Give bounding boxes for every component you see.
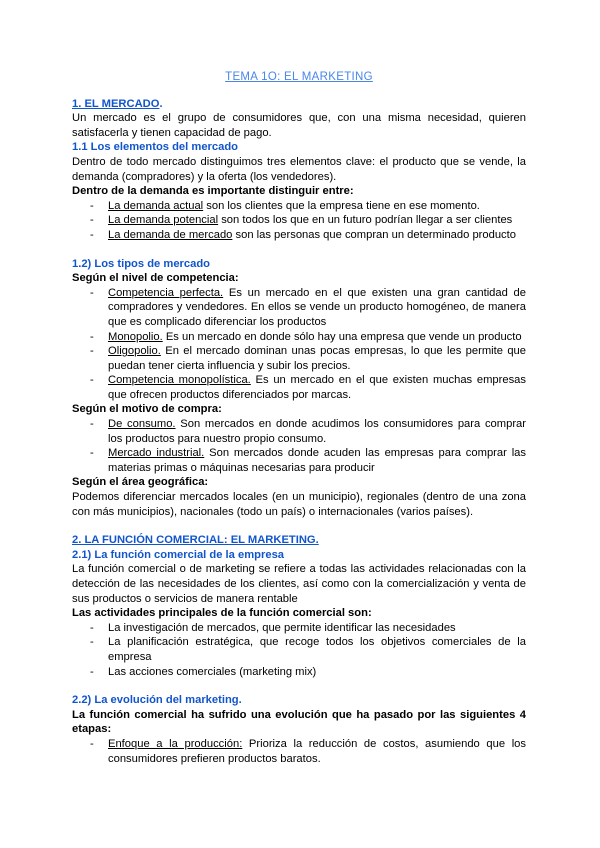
market-elements-text: Dentro de todo mercado distinguimos tres elementos clave: el producto que se vende, la demanda (compradores) y la oferta (los vendedores). [72,155,526,183]
section-1-heading [72,97,526,112]
document-page [72,70,526,766]
list-item-text: Es un mercado en donde sólo hay una empresa que vende un producto [162,330,522,343]
list-item: - La demanda de mercado son las personas que compran un determinado producto [90,228,516,241]
geo-heading: Según el área geográfica: [72,476,209,489]
list-item-term: La demanda de mercado [108,228,233,241]
list-item-text: En el mercado dominan unas pocas empresas, lo que les permite que puedan tener cierta influencia y subir los precios. [108,345,526,372]
list-item-text: Prioriza la reducción de costos, asumiendo que los consumidores prefieren productos baratos. [108,737,526,765]
list-item-text: Es un mercado en el que existen muchas empresas que ofrecen productos diferenciados por marcas. [108,374,526,401]
list-item-text: son todos los que en un futuro podrían llegar a ser clientes [218,214,513,227]
section-2-heading [72,533,526,548]
subsection-1-2-heading: 1.2) Los tipos de mercado [72,257,211,270]
section-2-heading-text: 2. LA FUNCIÓN COMERCIAL: EL MARKETING. [72,534,319,547]
list-item: - La planificación estratégica, que recoge todos los objetivos comerciales de la empresa [90,636,526,663]
demand-list [72,199,526,243]
commercial-function-text: La función comercial o de marketing se refiere a todas las actividades relacionadas con la detección de las necesidades de los clientes, así como con la comercialización y venta de sus productos o servicios de manera rentable [72,563,526,605]
list-item: - De consumo. Son mercados en donde acudimos los consumidores para comprar los productos para nuestro propio consumo. [90,418,526,445]
evolution-list [72,737,526,766]
list-item: - Enfoque a la producción: Prioriza la reducción de costos, asumiendo que los consumidores prefieren productos baratos. [90,737,526,765]
list-item-text: Es un mercado en el que existen una gran cantidad de compradores y vendedores. En ellos se vende un producto homogéneo, de manera que es complicado diferenciar los productos [108,286,526,328]
subsection-1-1-heading: 1.1 Los elementos del mercado [72,141,239,154]
list-item-text: La planificación estratégica, que recoge todos los objetivos comerciales de la empresa [108,636,526,663]
evolution-heading: La función comercial ha sufrido una evolución que ha pasado por las siguientes 4 etapas: [72,708,526,736]
list-item-term: La demanda actual [108,199,204,212]
section-1-heading-text: 1. EL MERCADO [72,97,160,110]
list-item-text: son los clientes que la empresa tiene en ese momento. [203,199,480,212]
list-item: - Monopolio. Es un mercado en donde sólo hay una empresa que vende un producto [90,330,522,343]
activities-heading: Las actividades principales de la función comercial son: [72,607,372,620]
list-item-text: Son mercados en donde acudimos los consumidores para comprar los productos para nuestro propio consumo. [108,418,526,445]
list-item: - Mercado industrial. Son mercados donde acuden las empresas para comprar las materias primas o máquinas necesarias para producir [90,447,527,474]
geo-text: Podemos diferenciar mercados locales (en un municipio), regionales (dentro de una zona con más municipios), nacionales (todo un país) o internacionales (varios países). [72,491,526,518]
list-item-term: Oligopolio. [108,345,161,358]
list-item: - Competencia monopolística. Es un mercado en el que existen muchas empresas que ofrecen productos diferenciados por marcas. [90,374,526,401]
list-item-text: Son mercados donde acuden las empresas para comprar las materias primas o máquinas necesarias para producir [108,447,527,474]
list-item: - Competencia perfecta. Es un mercado en el que existen una gran cantidad de compradores y vendedores. En ellos se vende un producto homogéneo, de manera que es complicado diferenciar los productos [90,286,526,328]
list-item-term: Enfoque a la producción: [108,737,243,750]
competition-list [72,286,526,403]
demand-heading: Dentro de la demanda es importante distinguir entre: [72,185,354,198]
list-item-text: La investigación de mercados, que permite identificar las necesidades [108,621,456,634]
subsection-2-1-heading: 2.1) La función comercial de la empresa [72,548,285,561]
list-item: - La demanda potencial son todos los que en un futuro podrían llegar a ser clientes [90,214,513,227]
activities-list [72,621,526,679]
list-item: - Las acciones comerciales (marketing mix) [90,665,317,678]
purchase-heading: Según el motivo de compra: [72,403,222,416]
list-item: - La investigación de mercados, que permite identificar las necesidades [90,621,456,634]
list-item-term: De consumo. [108,418,176,431]
subsection-2-2-heading: 2.2) La evolución del marketing. [72,694,242,707]
list-item-term: Competencia perfecta. [108,286,224,299]
list-item-term: Competencia monopolística. [108,374,251,387]
competition-heading: Según el nivel de competencia: [72,272,239,285]
purchase-list [72,417,526,475]
page-title: TEMA 1O: EL MARKETING [225,71,373,83]
list-item-text: Las acciones comerciales (marketing mix) [108,665,317,678]
market-definition: Un mercado es el grupo de consumidores que, con una misma necesidad, quieren satisfacerla y tienen capacidad de pago. [72,112,526,139]
list-item: - Oligopolio. En el mercado dominan unas pocas empresas, lo que les permite que puedan tener cierta influencia y subir los precios. [90,345,526,372]
list-item-term: Monopolio. [108,330,163,343]
list-item-term: Mercado industrial. [108,447,205,460]
section-1-heading-dot: . [159,97,163,110]
list-item-term: La demanda potencial [108,214,219,227]
list-item: - La demanda actual son los clientes que la empresa tiene en ese momento. [90,199,480,212]
list-item-text: son las personas que compran un determinado producto [232,228,516,241]
